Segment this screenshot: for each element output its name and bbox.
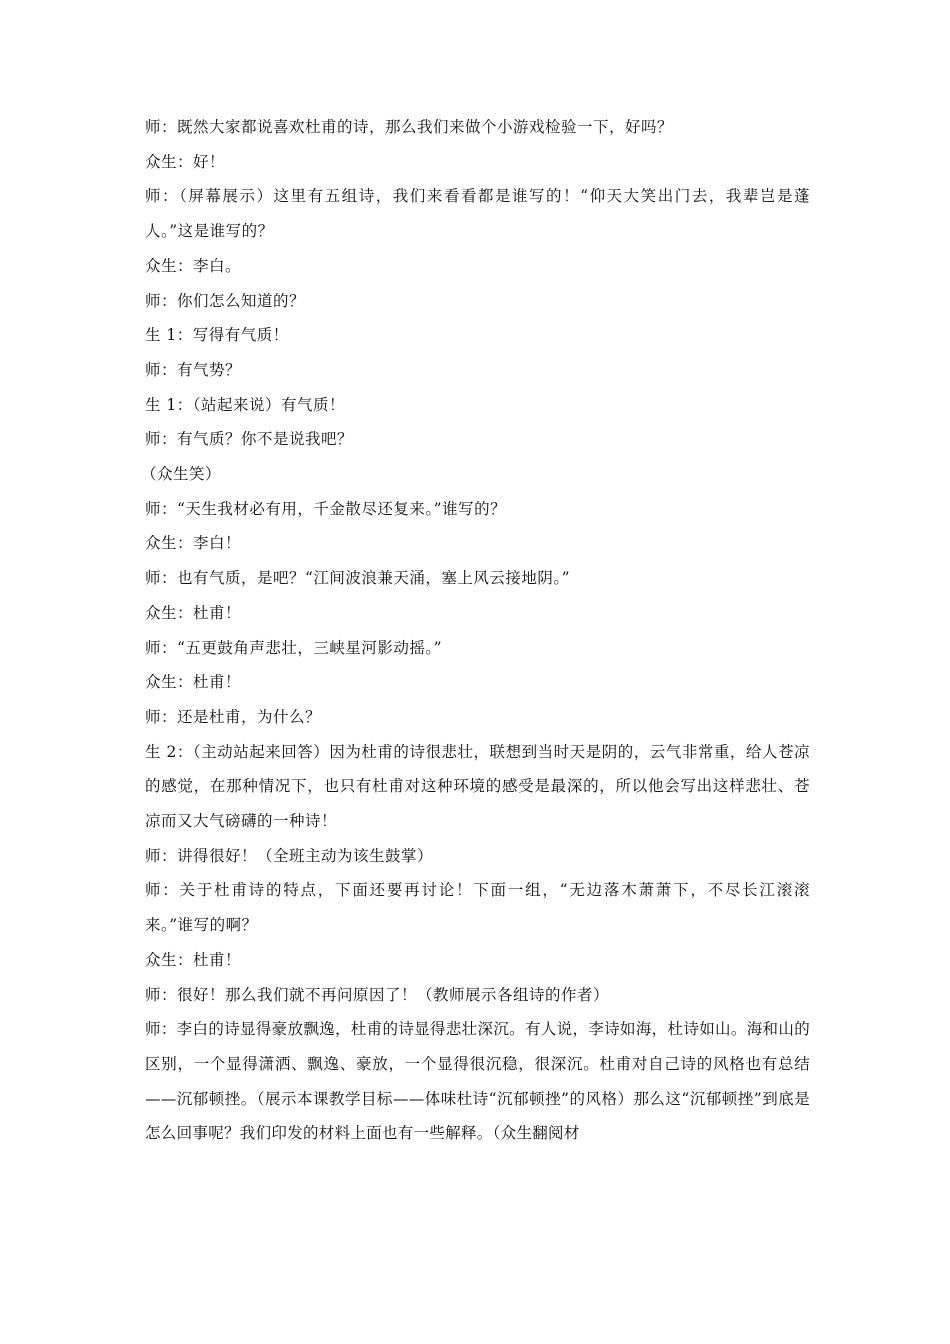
document-page	[141, 110, 810, 1151]
dialogue-line: 师：李白的诗显得豪放飘逸，杜甫的诗显得悲壮深沉。有人说，李诗如海，杜诗如山。海和山的区别，一个显得潇洒、飘逸、豪放，一个显得很沉稳，很深沉。杜甫对自己诗的风格也有总结——沉郁顿挫。（展示本课教学目标——体味杜诗“沉郁顿挫”的风格）那么这“沉郁顿挫”到底是怎么回事呢？我们印发的材料上面也有一些解释。（众生翻阅材	[145, 1020, 810, 1143]
dialogue-line: 师：既然大家都说喜欢杜甫的诗，那么我们来做个小游戏检验一下，好吗？	[145, 118, 674, 136]
dialogue-line: 众生：好！	[145, 152, 226, 171]
dialogue-line: 师：“五更鼓角声悲壮，三峡星河影动摇。”	[145, 638, 443, 657]
dialogue-line: 师：（屏幕展示）这里有五组诗，我们来看看都是谁写的！“仰天大笑出门去，我辈岂是蓬人。”这是谁写的？	[145, 187, 810, 241]
dialogue-line: 师：讲得很好！（全班主动为该生鼓掌）	[145, 846, 434, 865]
dialogue-line: 师：很好！那么我们就不再问原因了！（教师展示各组诗的作者）	[145, 985, 610, 1004]
dialogue-line: 众生：杜甫！	[145, 603, 242, 622]
dialogue-line: 众生：李白。	[145, 256, 242, 275]
dialogue-line: 生 2：（主动站起来回答）因为杜甫的诗很悲壮，联想到当时天是阴的，云气非常重，给人苍凉的感觉，在那种情况下，也只有杜甫对这种环境的感受是最深的，所以他会写出这样悲壮、苍凉而又大气磅礴的一种诗！	[145, 742, 810, 831]
dialogue-line: 师：也有气质，是吧？“江间波浪兼天涌，塞上风云接地阴。”	[145, 569, 571, 588]
dialogue-line: 师：你们怎么知道的？	[145, 291, 306, 310]
dialogue-line: 师：关于杜甫诗的特点，下面还要再讨论！下面一组，“无边落木萧萧下，不尽长江滚滚来。”谁写的啊？	[145, 881, 810, 935]
dialogue-line: 众生：李白！	[145, 534, 242, 553]
dialogue-line: 生 1：写得有气质！	[145, 326, 289, 345]
dialogue-line: 师：有气质？你不是说我吧？	[145, 430, 354, 449]
dialogue-line: 众生：杜甫！	[145, 673, 242, 692]
dialogue-line: 师：“天生我材必有用，千金散尽还复来。”谁写的？	[145, 499, 507, 518]
stage-direction: （众生笑）	[141, 465, 222, 484]
dialogue-line: 生 1：（站起来说）有气质！	[145, 395, 346, 414]
dialogue-line: 师：有气势？	[145, 360, 242, 379]
dialogue-line: 众生：杜甫！	[145, 950, 242, 969]
dialogue-line: 师：还是杜甫，为什么？	[145, 707, 322, 726]
